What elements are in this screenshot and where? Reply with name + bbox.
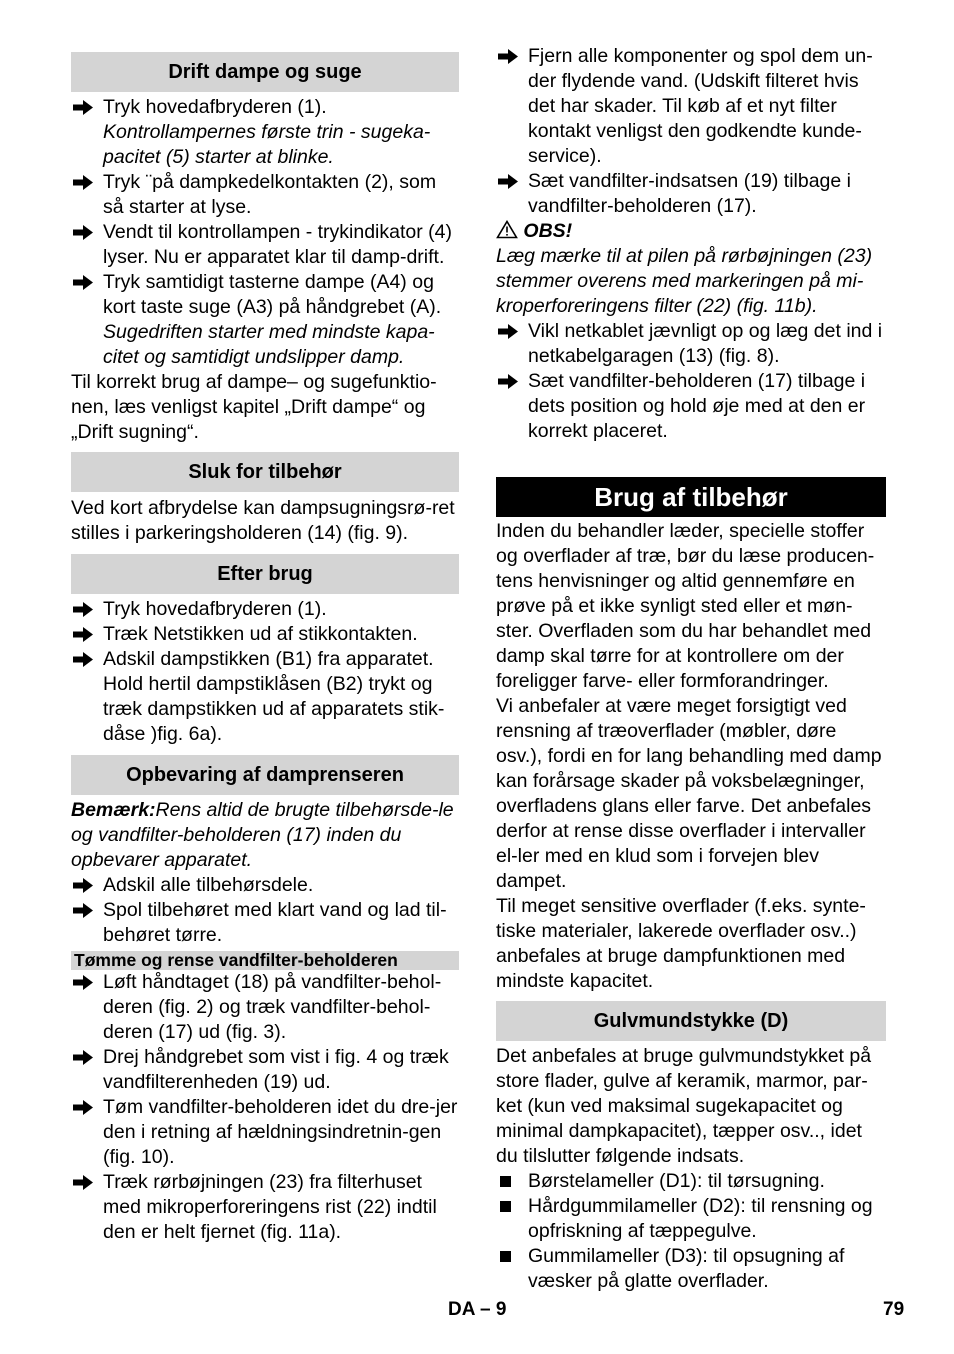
- list-item: Gummilameller (D3): til opsugning af væsker på glatte overflader.: [496, 1244, 886, 1294]
- arrow-icon: [73, 622, 95, 642]
- arrow-icon: [73, 1095, 95, 1115]
- arrow-icon: [73, 270, 95, 290]
- arrow-icon: [73, 1045, 95, 1065]
- paragraph: Inden du behandler læder, specielle stoffer og overflader af træ, bør du læse producen-tens henvisninger og altid gennemføre en prøve på et ikke synligt sted eller et møn-ster. Overfladen som du har behandlet med damp skal tørre for at kontrollere om der foreligger farve- eller formforandringer.: [496, 520, 875, 692]
- page-label: DA – 9: [448, 1299, 507, 1320]
- list-item: Vendt til kontrollampen - trykindikator (4) lyser. Nu er apparatet klar til damp-drift.: [71, 220, 459, 270]
- list-item: Fjern alle komponenter og spol dem un-der flydende vand. (Udskift filteret hvis det har skader. Til køb af et nyt filter kontakt venligst den godkendte kunde-service).: [496, 44, 886, 169]
- paragraph: Vi anbefaler at være meget forsigtigt ved rensning af træoverflader (møbler, døre osv.), fordi en for lang behandling med damp kan forårsage skader på voksbelægninger, overfladens glans eller farve. Det anbefales derfor at rense disse overflader i intervaller el-ler med en klud som i forvejen blev dampet.: [496, 695, 882, 892]
- left-column: [71, 44, 459, 1245]
- list-item: Tryk hovedafbryderen (1).: [71, 597, 459, 622]
- list-item: Spol tilbehøret med klart vand og lad til-behøret tørre.: [71, 898, 459, 948]
- section-heading-opbevaring: Opbevaring af damprenseren: [71, 755, 459, 795]
- list-item: Træk Netstikken ud af stikkontakten.: [71, 622, 459, 647]
- paragraph: Ved kort afbrydelse kan dampsugningsrø-ret stilles i parkeringsholderen (14) (fig. 9).: [71, 497, 455, 544]
- list-item: Adskil dampstikken (B1) fra apparatet. Hold hertil dampstiklåsen (B2) trykt og træk dampstikken ud af apparatets stik-dåse )fig. 6a).: [71, 647, 459, 747]
- paragraph: Til meget sensitive overflader (f.eks. synte-tiske materialer, lakerede overflader osv..) anbefales at bruge dampfunktionen med mindste kapacitet.: [496, 895, 866, 992]
- note-text: Sugedriften starter med mindste kapa-citet og samtidigt undslipper damp.: [103, 321, 435, 368]
- arrow-icon: [498, 319, 520, 339]
- list-item: Sæt vandfilter-indsatsen (19) tilbage i vandfilter-beholderen (17).: [496, 169, 886, 219]
- right-column: [496, 44, 886, 1294]
- warning-heading: OBS!: [496, 219, 886, 244]
- page-number: 79: [883, 1299, 905, 1320]
- list-item: Løft håndtaget (18) på vandfilter-behol-deren (fig. 2) og træk vandfilter-behol-deren (17) ud (fig. 3).: [71, 970, 459, 1045]
- arrow-icon: [498, 169, 520, 189]
- note-label: Bemærk:: [71, 799, 156, 821]
- list-item: Vikl netkablet jævnligt op og læg det ind i netkabelgaragen (13) (fig. 8).: [496, 319, 886, 369]
- note-paragraph: Bemærk:Rens altid de brugte tilbehørsde-le og vandfilter-beholderen (17) inden du opbevarer apparatet.: [71, 799, 454, 871]
- arrow-icon: [73, 1170, 95, 1190]
- square-bullet-icon: [498, 1194, 520, 1212]
- section-heading-sluk-for-tilbehor: Sluk for tilbehør: [71, 452, 459, 492]
- arrow-icon: [73, 170, 95, 190]
- arrow-icon: [73, 873, 95, 893]
- paragraph: Til korrekt brug af dampe– og sugefunktio-nen, læs venligst kapitel „Drift dampe“ og „Drift sugning“.: [71, 371, 437, 443]
- section-heading-efter-brug: Efter brug: [71, 554, 459, 594]
- paragraph: Det anbefales at bruge gulvmundstykket på store flader, gulve af keramik, marmor, par-ket (kun ved maksimal sugekapacitet og minimal dampkapacitet), tæpper osv.., idet du tilslutter følgende indsats.: [496, 1045, 872, 1167]
- list-item: Tøm vandfilter-beholderen idet du dre-jer den i retning af hældningsindretnin-gen (fig. 10).: [71, 1095, 459, 1170]
- warning-triangle-icon: [496, 220, 518, 242]
- arrow-icon: [73, 220, 95, 240]
- arrow-icon: [73, 898, 95, 918]
- list-item: Børstelameller (D1): til tørsugning.: [496, 1169, 886, 1194]
- note-text: Kontrollampernes første trin - sugeka-pacitet (5) starter at blinke.: [103, 121, 431, 168]
- list-item: Drej håndgrebet som vist i fig. 4 og træk vandfilterenheden (19) ud.: [71, 1045, 459, 1095]
- square-bullet-icon: [498, 1169, 520, 1187]
- list-item: Sæt vandfilter-beholderen (17) tilbage i dets position og hold øje med at den er korrekt placeret.: [496, 369, 886, 444]
- list-item: Tryk ¨på dampkedelkontakten (2), som så starter at lyse.: [71, 170, 459, 220]
- list-item: Træk rørbøjningen (23) fra filterhuset med mikroperforeringens rist (22) indtil den er helt fjernet (fig. 11a).: [71, 1170, 459, 1245]
- arrow-icon: [498, 44, 520, 64]
- warning-text: Læg mærke til at pilen på rørbøjningen (23) stemmer overens med markeringen på mi-kroperforeringens filter (22) (fig. 11b).: [496, 245, 873, 317]
- subsection-heading-tomme-og-rense: Tømme og rense vandfilter-beholderen: [71, 951, 459, 970]
- square-bullet-icon: [498, 1244, 520, 1262]
- arrow-icon: [73, 647, 95, 667]
- list-item: Hårdgummilameller (D2): til rensning og opfriskning af tæppegulve.: [496, 1194, 886, 1244]
- section-heading-gulvmundstykke: Gulvmundstykke (D): [496, 1001, 886, 1041]
- arrow-icon: [73, 95, 95, 115]
- list-item: Tryk hovedafbryderen (1). Kontrollampernes første trin - sugeka-pacitet (5) starter at blinke.: [71, 95, 459, 170]
- chapter-title: Brug af tilbehør: [496, 477, 886, 517]
- arrow-icon: [73, 597, 95, 617]
- list-item: Tryk samtidigt tasterne dampe (A4) og kort taste suge (A3) på håndgrebet (A). Sugedriften starter med mindste kapa-citet og samtidigt undslipper damp.: [71, 270, 459, 370]
- arrow-icon: [73, 970, 95, 990]
- list-item: Adskil alle tilbehørsdele.: [71, 873, 459, 898]
- arrow-icon: [498, 369, 520, 389]
- section-heading-drift-dampe-og-suge: Drift dampe og suge: [71, 52, 459, 92]
